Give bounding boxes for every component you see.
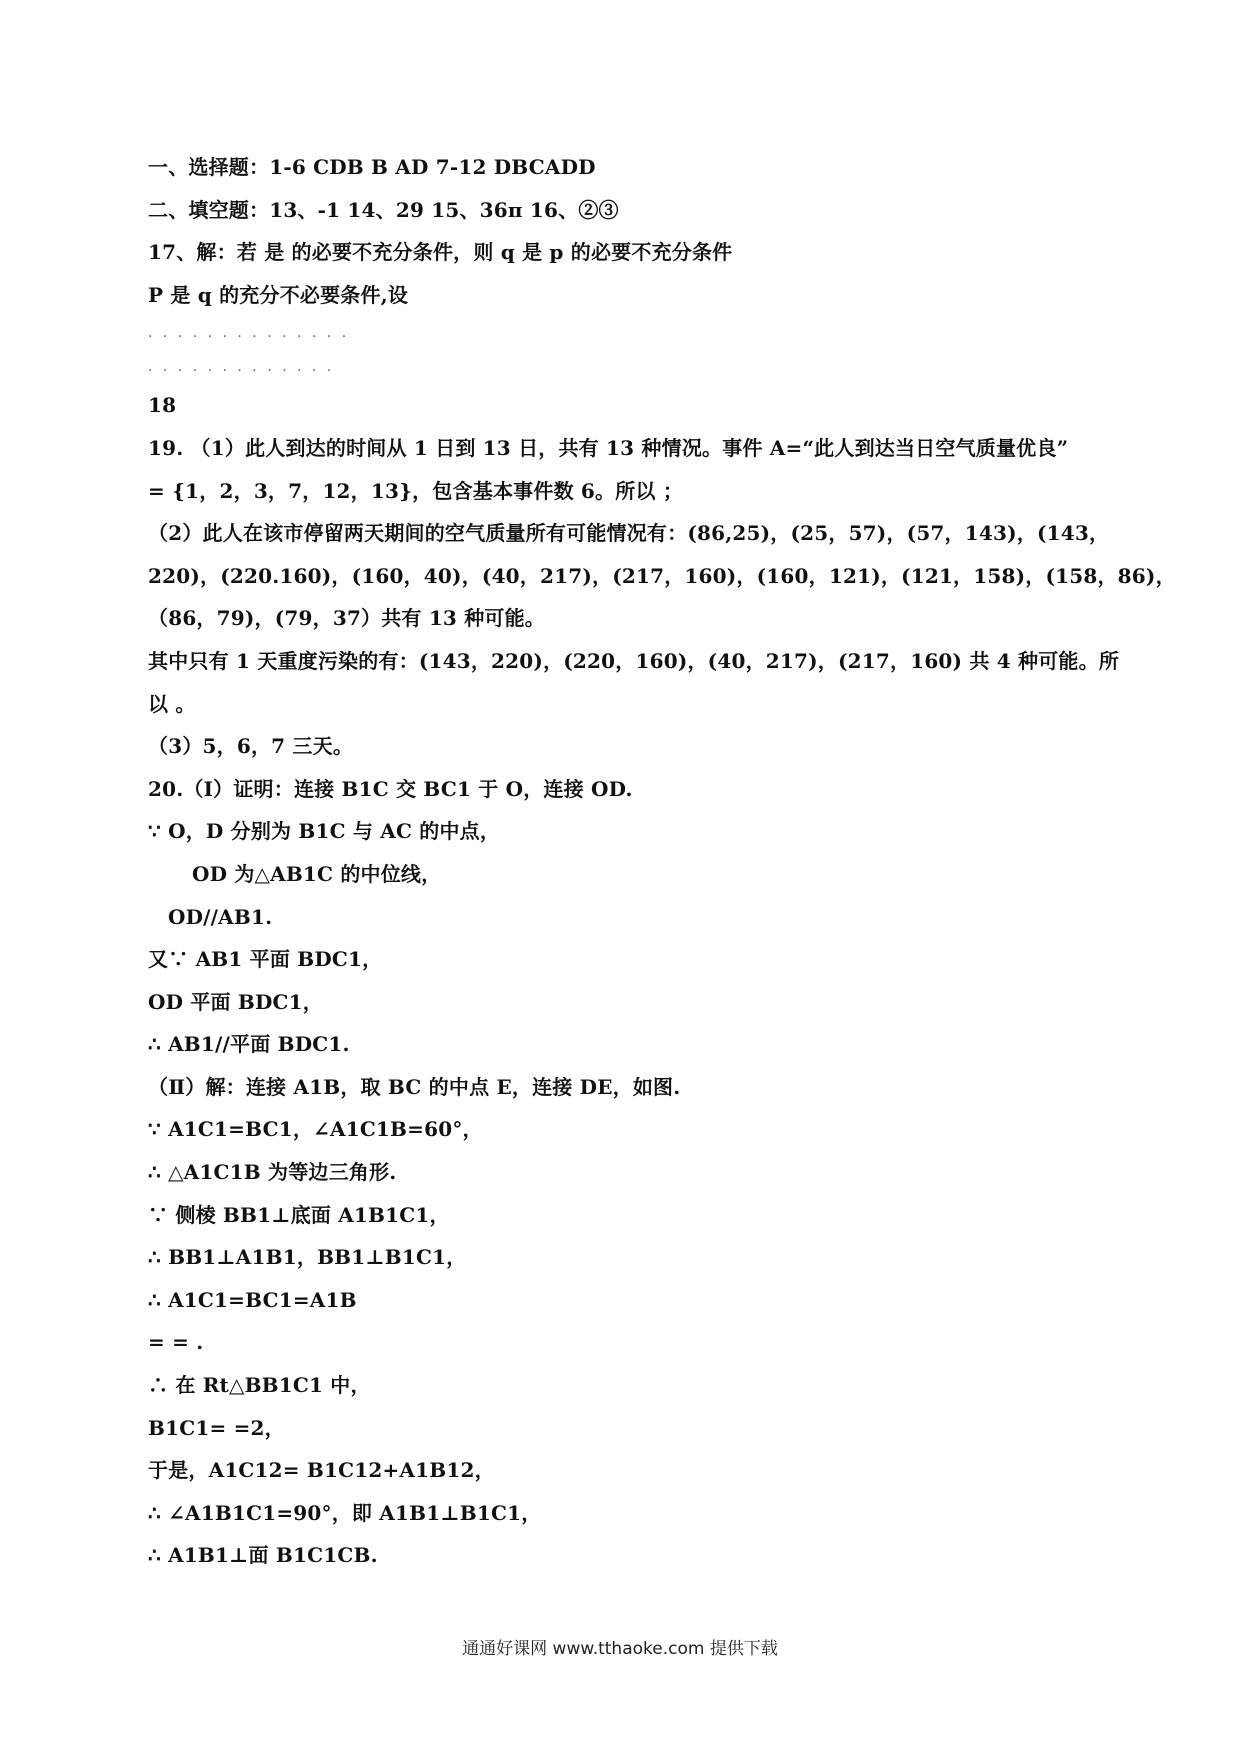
q20-line-9: ∵ A1C1=BC1，∠A1C1B=60°， — [148, 1117, 483, 1142]
q20-line-17: 于是，A1C12= B1C12+A1B12， — [148, 1458, 495, 1483]
q17-dots-1: . . . . . . . . . . . . . . — [148, 325, 350, 342]
q20-line-13: ∴ A1C1=BC1=A1B — [148, 1287, 357, 1312]
q20-line-10: ∴ △A1C1B 为等边三角形. — [148, 1160, 397, 1185]
q17-line-1: 17、解：若 是 的必要不充分条件，则 q 是 p 的必要不充分条件 — [148, 240, 733, 265]
q17-dots-2: . . . . . . . . . . . . . — [148, 359, 335, 376]
q20-line-11: ∵ 侧棱 BB1⊥底面 A1B1C1， — [148, 1202, 450, 1227]
q19-part3-line: （3）5，6，7 三天。 — [148, 734, 354, 759]
q19-part2-line-5: 以 。 — [148, 691, 196, 716]
q20-line-4: OD//AB1. — [168, 904, 273, 929]
q20-line-5: 又∵ AB1 平面 BDC1， — [148, 947, 383, 972]
q19-line-2: = {1，2，3，7，12，13}，包含基本事件数 6。所以 ； — [148, 478, 684, 503]
q20-line-1: 20.（Ⅰ）证明：连接 B1C 交 BC1 于 O，连接 OD. — [148, 776, 633, 801]
q20-line-16: B1C1= =2， — [148, 1415, 285, 1440]
q20-line-18: ∴ ∠A1B1C1=90°，即 A1B1⊥B1C1， — [148, 1500, 542, 1525]
q20-line-3: OD 为△AB1C 的中位线， — [192, 861, 442, 886]
q19-part2-line-3: （86，79)，(79，37）共有 13 种可能。 — [148, 606, 546, 631]
q18-label: 18 — [148, 393, 177, 418]
q20-line-6: OD 平面 BDC1， — [148, 989, 323, 1014]
q20-line-7: ∴ AB1//平面 BDC1. — [148, 1032, 350, 1057]
q20-line-8: （Ⅱ）解：连接 A1B，取 BC 的中点 E，连接 DE，如图. — [148, 1074, 681, 1099]
q19-part2-line-2: 220)，(220.160)，(160，40)，(40，217)，(217，160)，(160，121)，(121，158)，(158，86)， — [148, 563, 1176, 588]
q19-part2-line-1: （2）此人在该市停留两天期间的空气质量所有可能情况有：(86,25)，(25，57)，(57，143)，(143， — [148, 521, 1110, 546]
page-footer: 通通好课网 www.tthaoke.com 提供下载 — [462, 1639, 778, 1659]
answer-key-body — [148, 146, 1176, 1577]
q20-line-19: ∴ A1B1⊥面 B1C1CB. — [148, 1543, 378, 1568]
q19-part2-line-4: 其中只有 1 天重度污染的有：(143，220)，(220，160)，(40，217)，(217，160) 共 4 种可能。所 — [148, 648, 1120, 673]
q20-line-2: ∵ O，D 分别为 B1C 与 AC 的中点， — [148, 819, 501, 844]
q20-line-14: = = . — [148, 1330, 204, 1355]
fill-blank-answers-line: 二、填空题：13、-1 14、29 15、36π 16、②③ — [148, 197, 619, 222]
q20-line-15: ∴ 在 Rt△BB1C1 中， — [148, 1373, 371, 1398]
q20-line-12: ∴ BB1⊥A1B1，BB1⊥B1C1， — [148, 1245, 467, 1270]
choice-answers-line: 一、选择题：1-6 CDB B AD 7-12 DBCADD — [148, 155, 596, 179]
q17-line-2: P 是 q 的充分不必要条件,设 — [148, 282, 409, 307]
q19-line-1: 19. （1）此人到达的时间从 1 日到 13 日，共有 13 种情况。事件 A=“此人到达当日空气质量优良” — [148, 435, 1069, 460]
